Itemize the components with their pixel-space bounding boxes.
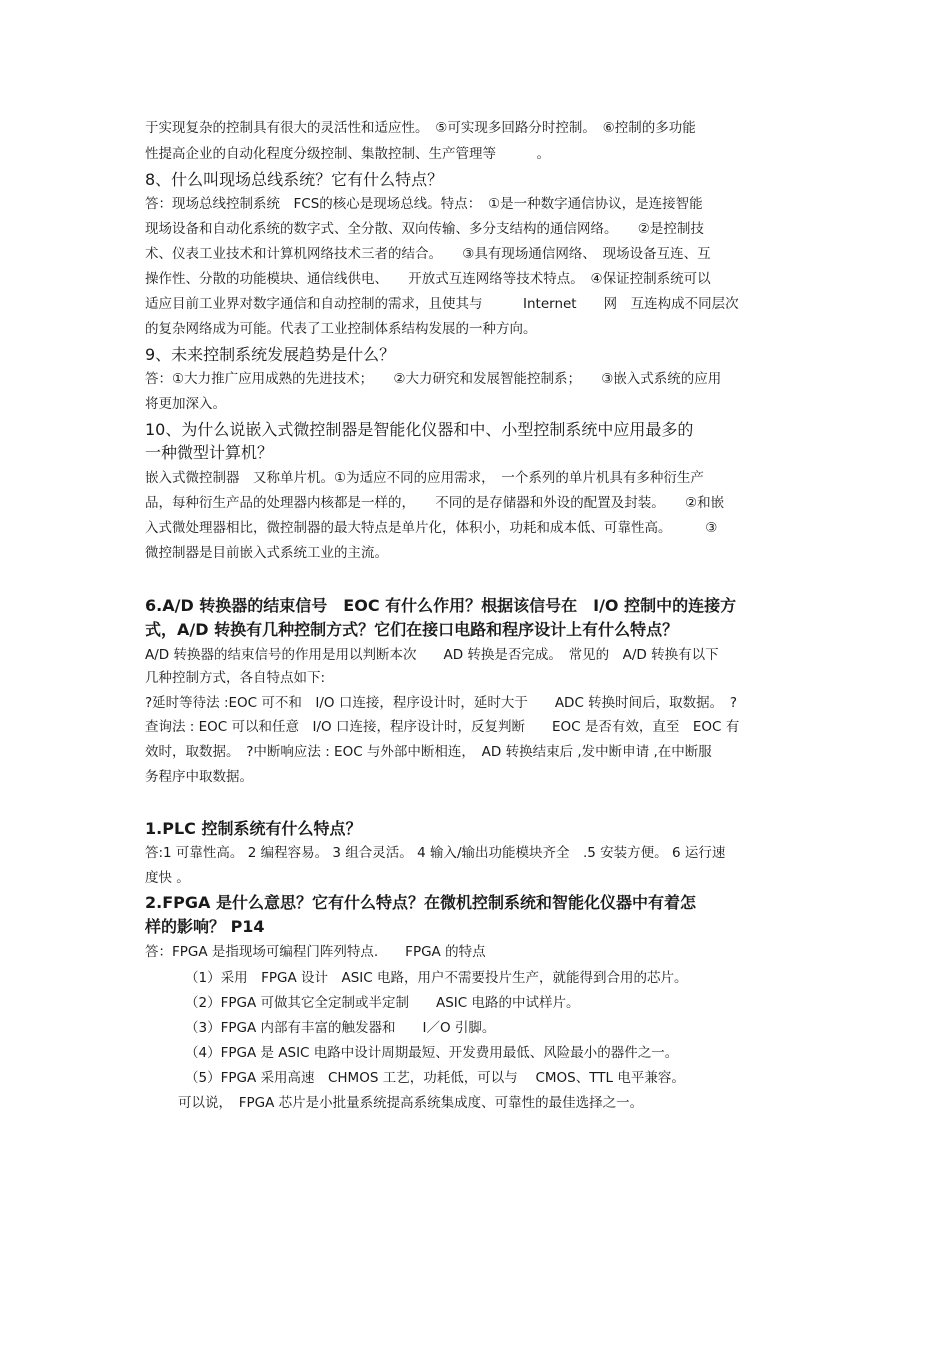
q2-point: （4）FPGA 是 ASIC 电路中设计周期最短、开发费用最低、风险最小的器件之一。	[185, 1045, 679, 1061]
q8-answer-line: 术、仪表工业技术和计算机网络技术三者的结合。 ③具有现场通信网络、 现场设备互连、互	[145, 246, 711, 262]
q9-answer-line: 答：①大力推广应用成熟的先进技术； ②大力研究和发展智能控制系； ③嵌入式系统的应用	[145, 371, 722, 387]
q6-answer-line: 几种控制方式，各自特点如下:	[145, 670, 326, 686]
q2-conclusion: 可以说， FPGA 芯片是小批量系统提高系统集成度、可靠性的最佳选择之一。	[178, 1095, 644, 1111]
q9-answer-line: 将更加深入。	[145, 396, 226, 412]
q2-point: （5）FPGA 采用高速 CHMOS 工艺，功耗低，可以与 CMOS、TTL 电平兼容。	[185, 1070, 685, 1086]
q6-answer-line: ?延时等待法 :EOC 可不和 I/O 口连接，程序设计时，延时大于 ADC 转换时间后，取数据。 ?	[145, 695, 738, 711]
question-1-title: 1.PLC 控制系统有什么特点？	[145, 819, 362, 838]
question-6-title: 式，A/D 转换有几种控制方式？它们在接口电路和程序设计上有什么特点？	[145, 620, 679, 639]
q6-answer-line: 效时，取数据。 ?中断响应法 : EOC 与外部中断相连， AD 转换结束后 ,发中断申请 ,在中断服	[145, 744, 712, 760]
q6-answer-line: A/D 转换器的结束信号的作用是用以判断本次 AD 转换是否完成。 常见的 A/D 转换有以下	[145, 647, 719, 663]
q8-answer-line: 答：现场总线控制系统 FCS的核心是现场总线。特点： ①是一种数字通信协议，是连接智能	[145, 196, 703, 212]
q10-answer-line: 嵌入式微控制器 又称单片机。①为适应不同的应用需求， 一个系列的单片机具有多种衍生产	[145, 470, 704, 486]
q8-answer-line: 现场设备和自动化系统的数字式、全分散、双向传输、多分支结构的通信网络。 ②是控制技	[145, 221, 704, 237]
q1-answer-line: 度快 。	[145, 870, 190, 886]
q2-point: （1）采用 FPGA 设计 ASIC 电路，用户不需要投片生产，就能得到合用的芯片。	[185, 970, 688, 986]
q1-answer-line: 答:1 可靠性高。 2 编程容易。 3 组合灵活。 4 输入/输出功能模块齐全 .5 安装方便。 6 运行速	[145, 845, 726, 861]
intro-line: 于实现复杂的控制具有很大的灵活性和适应性。 ⑤可实现多回路分时控制。 ⑥控制的多功能	[145, 120, 696, 136]
q2-point: （2）FPGA 可做其它全定制或半定制 ASIC 电路的中试样片。	[185, 995, 580, 1011]
intro-line: 性提高企业的自动化程度分级控制、集散控制、生产管理等 。	[145, 146, 550, 162]
q8-answer-line: 的复杂网络成为可能。代表了工业控制体系结构发展的一种方向。	[145, 321, 537, 337]
q6-answer-line: 查询法 : EOC 可以和任意 I/O 口连接，程序设计时，反复判断 EOC 是否有效，直至 EOC 有	[145, 719, 740, 735]
question-9-title: 9、未来控制系统发展趋势是什么？	[145, 345, 396, 364]
question-10-title: 10、为什么说嵌入式微控制器是智能化仪器和中、小型控制系统中应用最多的	[145, 420, 694, 439]
question-8-title: 8、什么叫现场总线系统？它有什么特点？	[145, 170, 444, 189]
question-10-title: 一种微型计算机？	[145, 443, 274, 462]
q10-answer-line: 微控制器是目前嵌入式系统工业的主流。	[145, 545, 388, 561]
q2-answer-intro: 答：FPGA 是指现场可编程门阵列特点. FPGA 的特点	[145, 944, 486, 960]
q8-answer-line: 操作性、分散的功能模块、通信线供电、 开放式互连网络等技术特点。 ④保证控制系统可以	[145, 271, 711, 287]
q6-answer-line: 务程序中取数据。	[145, 769, 253, 785]
question-6-title: 6.A/D 转换器的结束信号 EOC 有什么作用？根据该信号在 I/O 控制中的连接方	[145, 596, 737, 615]
q10-answer-line: 品，每种衍生产品的处理器内核都是一样的， 不同的是存储器和外设的配置及封装。 ②和嵌	[145, 495, 725, 511]
q8-answer-line: 适应目前工业界对数字通信和自动控制的需求，且使其与 Internet 网 互连构成不同层次	[145, 296, 739, 312]
q10-answer-line: 入式微处理器相比，微控制器的最大特点是单片化，体积小，功耗和成本低、可靠性高。 ③	[145, 520, 718, 536]
question-2-title: 样的影响？ P14	[145, 917, 265, 936]
question-2-title: 2.FPGA 是什么意思？它有什么特点？在微机控制系统和智能化仪器中有着怎	[145, 893, 696, 912]
q2-point: （3）FPGA 内部有丰富的触发器和 I／O 引脚。	[185, 1020, 496, 1036]
